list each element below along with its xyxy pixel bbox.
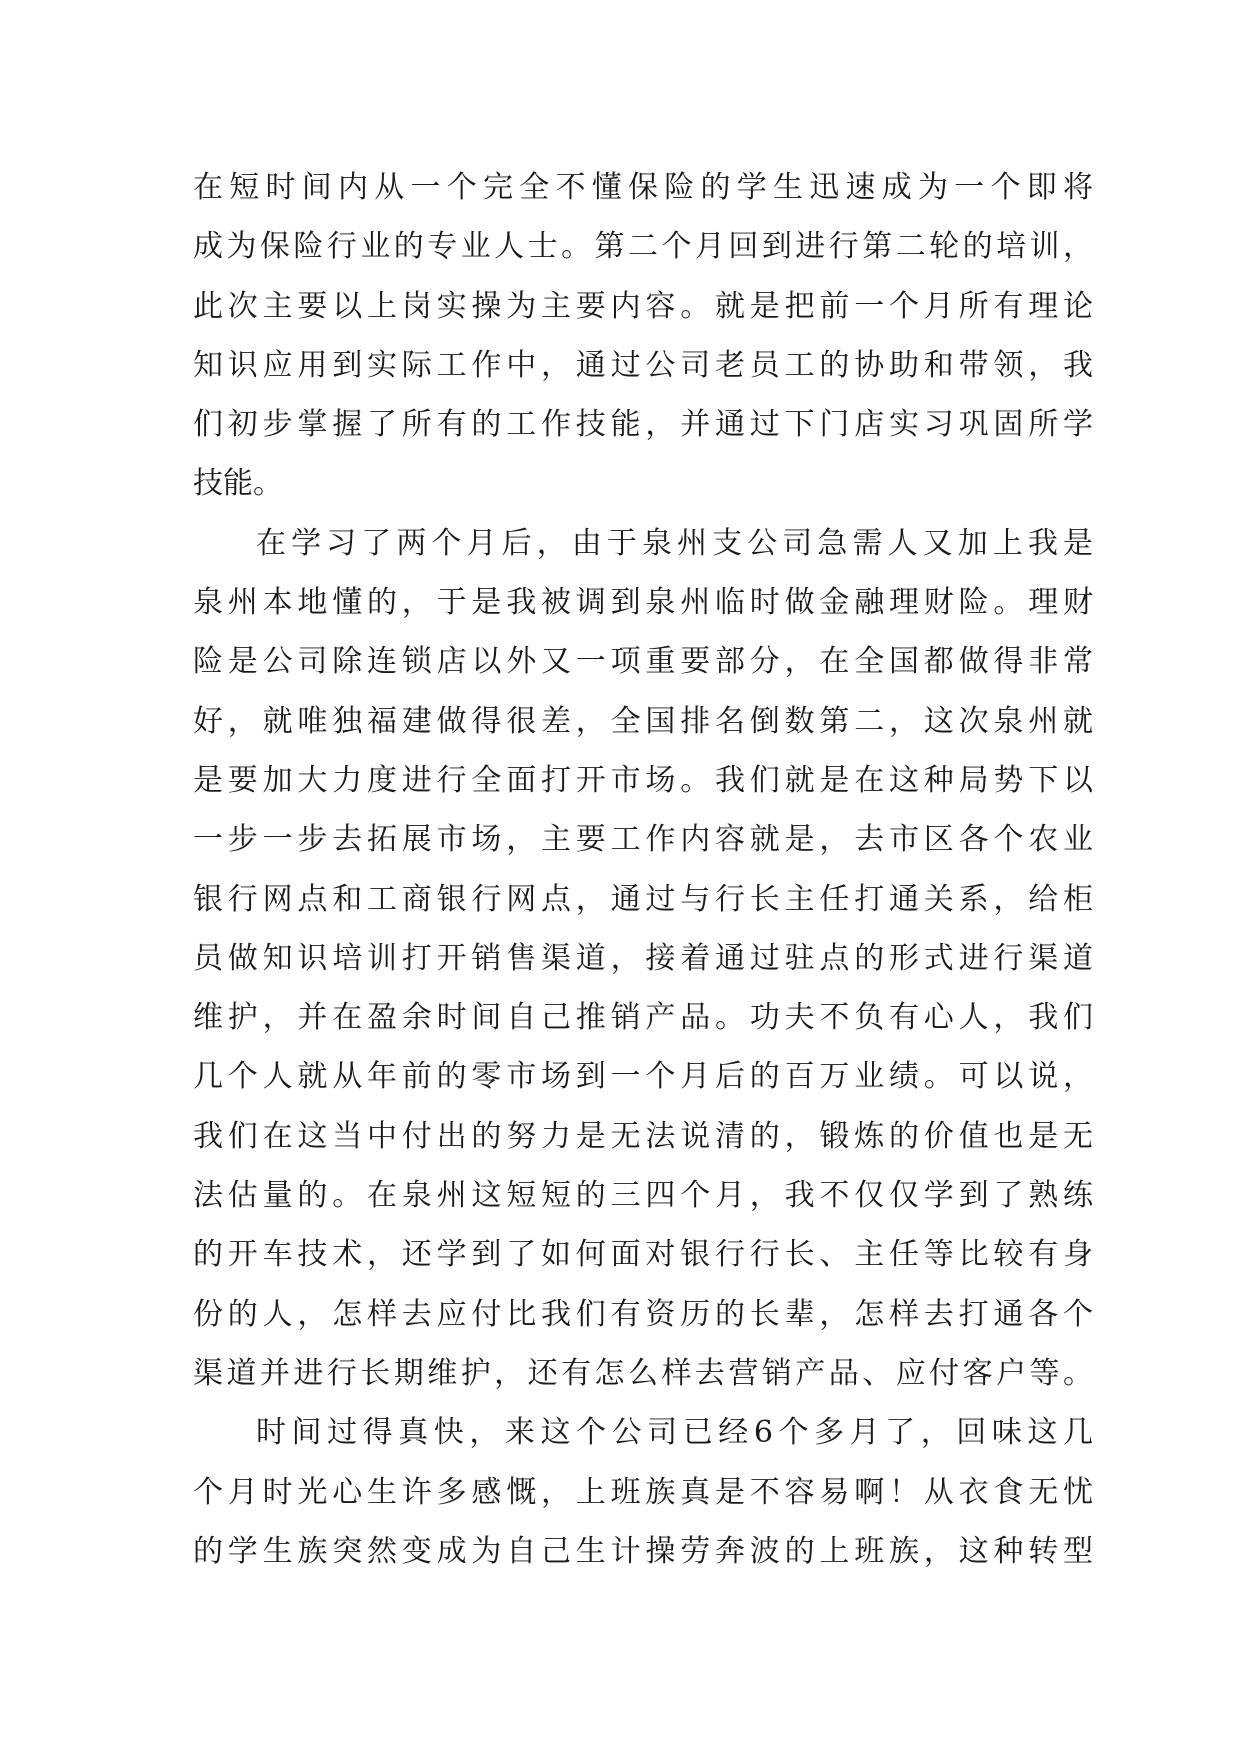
text-line: 银行网点和工商银行网点，通过与行长主任打通关系，给柜 <box>193 881 1093 917</box>
text-line: 的学生族突然变成为自己生计操劳奔波的上班族，这种转型 <box>193 1533 1093 1569</box>
text-line: 份的人，怎样去应付比我们有资历的长辈，怎样去打通各个 <box>193 1296 1093 1332</box>
text-line: 此次主要以上岗实操为主要内容。就是把前一个月所有理论 <box>193 288 1093 324</box>
text-line: 个月时光心生许多感慨，上班族真是不容易啊！从衣食无忧 <box>193 1474 1093 1510</box>
text-line: 的开车技术，还学到了如何面对银行行长、主任等比较有身 <box>193 1237 1093 1273</box>
text-line: 成为保险行业的专业人士。第二个月回到进行第二轮的培训， <box>193 229 1093 265</box>
text-line: 好，就唯独福建做得很差，全国排名倒数第二，这次泉州就 <box>193 703 1093 739</box>
body-text <box>193 158 1093 1581</box>
text-line: 几个人就从年前的零市场到一个月后的百万业绩。可以说， <box>193 1059 1093 1095</box>
text-line: 我们在这当中付出的努力是无法说清的，锻炼的价值也是无 <box>193 1118 1093 1154</box>
text-line: 技能。 <box>193 466 283 502</box>
text-line: 员做知识培训打开销售渠道，接着通过驻点的形式进行渠道 <box>193 940 1093 976</box>
paragraph-first-line: 时间过得真快，来这个公司已经6个多月了，回味这几 <box>256 1415 1093 1451</box>
paragraph-first-line: 在学习了两个月后，由于泉州支公司急需人又加上我是 <box>256 525 1093 561</box>
text-line: 知识应用到实际工作中，通过公司老员工的协助和带领，我 <box>193 347 1093 383</box>
text-line: 法估量的。在泉州这短短的三四个月，我不仅仅学到了熟练 <box>193 1178 1093 1214</box>
text-line: 泉州本地懂的，于是我被调到泉州临时做金融理财险。理财 <box>193 585 1093 621</box>
text-line: 在短时间内从一个完全不懂保险的学生迅速成为一个即将 <box>193 170 1093 205</box>
text-line: 险是公司除连锁店以外又一项重要部分，在全国都做得非常 <box>193 644 1093 680</box>
text-line: 维护，并在盈余时间自己推销产品。功夫不负有心人，我们 <box>193 1000 1093 1036</box>
text-line: 是要加大力度进行全面打开市场。我们就是在这种局势下以 <box>193 762 1093 798</box>
text-line: 渠道并进行长期维护，还有怎么样去营销产品、应付客户等。 <box>193 1355 1093 1391</box>
text-line: 们初步掌握了所有的工作技能，并通过下门店实习巩固所学 <box>193 407 1093 443</box>
text-line: 一步一步去拓展市场，主要工作内容就是，去市区各个农业 <box>193 822 1093 858</box>
